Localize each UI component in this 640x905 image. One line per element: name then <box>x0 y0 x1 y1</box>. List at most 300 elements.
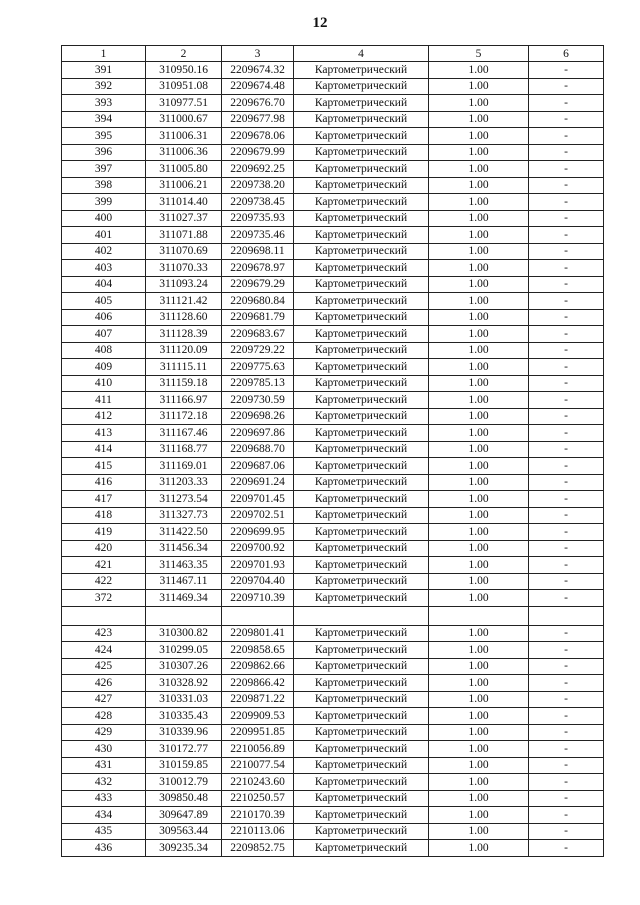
table-row <box>62 111 604 128</box>
table-cell-col-5: 1.00 <box>429 708 529 725</box>
table-cell-col-1: 401 <box>62 227 146 244</box>
table-cell-col-1: 430 <box>62 741 146 758</box>
table-cell-col-6: - <box>529 177 604 194</box>
table-cell-col-5: 1.00 <box>429 823 529 840</box>
table-cell-col-6: - <box>529 557 604 574</box>
table-cell-col-4: Картометрический <box>294 691 429 708</box>
table-row <box>62 840 604 857</box>
table-cell-col-5: 1.00 <box>429 658 529 675</box>
table-cell-col-5: 1.00 <box>429 590 529 607</box>
table-cell-col-2: 309563.44 <box>146 823 222 840</box>
table-row <box>62 161 604 178</box>
table-row <box>62 823 604 840</box>
table-cell-col-4: Картометрический <box>294 144 429 161</box>
table-cell-col-1: 403 <box>62 260 146 277</box>
table-cell-col-3: 2209677.98 <box>222 111 294 128</box>
table-cell-col-1: 421 <box>62 557 146 574</box>
table-cell-col-4: Картометрический <box>294 177 429 194</box>
table-cell-col-5: 1.00 <box>429 573 529 590</box>
table-cell-col-5: 1.00 <box>429 276 529 293</box>
table-row <box>62 675 604 692</box>
table-cell-col-4: Картометрический <box>294 708 429 725</box>
table-row <box>62 507 604 524</box>
empty-cell <box>429 606 529 625</box>
table-row <box>62 757 604 774</box>
table-cell-col-4: Картометрический <box>294 359 429 376</box>
table-cell-col-4: Картометрический <box>294 392 429 409</box>
table-row <box>62 128 604 145</box>
table-cell-col-6: - <box>529 458 604 475</box>
table-cell-col-5: 1.00 <box>429 441 529 458</box>
table-cell-col-6: - <box>529 194 604 211</box>
table-cell-col-2: 310012.79 <box>146 774 222 791</box>
table-cell-col-5: 1.00 <box>429 557 529 574</box>
table-cell-col-5: 1.00 <box>429 691 529 708</box>
table-cell-col-1: 422 <box>62 573 146 590</box>
table-row <box>62 807 604 824</box>
table-cell-col-3: 2209951.85 <box>222 724 294 741</box>
table-cell-col-3: 2209680.84 <box>222 293 294 310</box>
table-cell-col-6: - <box>529 227 604 244</box>
table-cell-col-6: - <box>529 491 604 508</box>
table-cell-col-1: 416 <box>62 474 146 491</box>
table-cell-col-5: 1.00 <box>429 227 529 244</box>
table-cell-col-6: - <box>529 276 604 293</box>
table-cell-col-6: - <box>529 540 604 557</box>
table-row <box>62 326 604 343</box>
table-cell-col-5: 1.00 <box>429 757 529 774</box>
table-cell-col-3: 2209701.45 <box>222 491 294 508</box>
table-cell-col-1: 410 <box>62 375 146 392</box>
table-cell-col-6: - <box>529 408 604 425</box>
table-cell-col-2: 311467.11 <box>146 573 222 590</box>
table-row <box>62 425 604 442</box>
table-cell-col-4: Картометрический <box>294 161 429 178</box>
column-header-1: 1 <box>62 46 146 62</box>
table-cell-col-6: - <box>529 524 604 541</box>
table-row <box>62 309 604 326</box>
table-cell-col-3: 2210113.06 <box>222 823 294 840</box>
table-cell-col-1: 400 <box>62 210 146 227</box>
table-cell-col-2: 310328.92 <box>146 675 222 692</box>
table-cell-col-4: Картометрический <box>294 276 429 293</box>
table-cell-col-1: 435 <box>62 823 146 840</box>
column-header-2: 2 <box>146 46 222 62</box>
table-cell-col-6: - <box>529 260 604 277</box>
table-cell-col-1: 399 <box>62 194 146 211</box>
table-cell-col-3: 2209697.86 <box>222 425 294 442</box>
table-cell-col-2: 310300.82 <box>146 625 222 642</box>
table-row <box>62 210 604 227</box>
table-cell-col-3: 2209678.97 <box>222 260 294 277</box>
table-cell-col-3: 2210077.54 <box>222 757 294 774</box>
table-cell-col-5: 1.00 <box>429 408 529 425</box>
empty-cell <box>62 606 146 625</box>
table-cell-col-6: - <box>529 840 604 857</box>
table-cell-col-6: - <box>529 78 604 95</box>
table-header <box>62 46 604 62</box>
table-cell-col-4: Картометрический <box>294 458 429 475</box>
table-cell-col-3: 2209735.93 <box>222 210 294 227</box>
table-cell-col-2: 311166.97 <box>146 392 222 409</box>
table-cell-col-1: 411 <box>62 392 146 409</box>
table-cell-col-2: 311169.01 <box>146 458 222 475</box>
table-cell-col-3: 2210243.60 <box>222 774 294 791</box>
table-cell-col-6: - <box>529 359 604 376</box>
table-cell-col-1: 436 <box>62 840 146 857</box>
table-body <box>62 62 604 857</box>
table-cell-col-2: 311121.42 <box>146 293 222 310</box>
table-row <box>62 524 604 541</box>
table-row <box>62 625 604 642</box>
table-cell-col-5: 1.00 <box>429 540 529 557</box>
table-cell-col-4: Картометрический <box>294 425 429 442</box>
table-cell-col-4: Картометрический <box>294 342 429 359</box>
table-cell-col-4: Картометрический <box>294 194 429 211</box>
table-cell-col-4: Картометрический <box>294 658 429 675</box>
table-cell-col-6: - <box>529 724 604 741</box>
table-cell-col-4: Картометрический <box>294 408 429 425</box>
table-cell-col-3: 2209701.93 <box>222 557 294 574</box>
table-cell-col-1: 415 <box>62 458 146 475</box>
table-row <box>62 260 604 277</box>
table-row <box>62 774 604 791</box>
table-row <box>62 78 604 95</box>
table-cell-col-4: Картометрический <box>294 507 429 524</box>
table-cell-col-4: Картометрический <box>294 823 429 840</box>
column-header-3: 3 <box>222 46 294 62</box>
table-cell-col-5: 1.00 <box>429 78 529 95</box>
empty-cell <box>294 606 429 625</box>
table-cell-col-1: 433 <box>62 790 146 807</box>
table-cell-col-4: Картометрический <box>294 807 429 824</box>
table-cell-col-2: 311203.33 <box>146 474 222 491</box>
table-cell-col-5: 1.00 <box>429 144 529 161</box>
table-cell-col-5: 1.00 <box>429 524 529 541</box>
table-cell-col-6: - <box>529 691 604 708</box>
table-cell-col-5: 1.00 <box>429 293 529 310</box>
table-cell-col-1: 405 <box>62 293 146 310</box>
table-cell-col-6: - <box>529 375 604 392</box>
table-cell-col-1: 434 <box>62 807 146 824</box>
table-cell-col-2: 311027.37 <box>146 210 222 227</box>
table-cell-col-6: - <box>529 573 604 590</box>
table-cell-col-3: 2209710.39 <box>222 590 294 607</box>
table-cell-col-2: 310331.03 <box>146 691 222 708</box>
table-cell-col-3: 2209692.25 <box>222 161 294 178</box>
table-cell-col-1: 372 <box>62 590 146 607</box>
table-cell-col-4: Картометрический <box>294 210 429 227</box>
table-cell-col-2: 311120.09 <box>146 342 222 359</box>
table-cell-col-3: 2209738.20 <box>222 177 294 194</box>
table-row <box>62 194 604 211</box>
table-cell-col-1: 391 <box>62 62 146 79</box>
table-cell-col-6: - <box>529 757 604 774</box>
table-cell-col-4: Картометрический <box>294 724 429 741</box>
table-cell-col-2: 311463.35 <box>146 557 222 574</box>
table-cell-col-1: 407 <box>62 326 146 343</box>
table-cell-col-2: 311456.34 <box>146 540 222 557</box>
table-row <box>62 658 604 675</box>
table-cell-col-3: 2209691.24 <box>222 474 294 491</box>
table-cell-col-1: 395 <box>62 128 146 145</box>
table-cell-col-6: - <box>529 392 604 409</box>
table-cell-col-5: 1.00 <box>429 642 529 659</box>
table-cell-col-1: 398 <box>62 177 146 194</box>
table-cell-col-5: 1.00 <box>429 741 529 758</box>
table-cell-col-5: 1.00 <box>429 807 529 824</box>
table-cell-col-4: Картометрический <box>294 227 429 244</box>
table-cell-col-1: 431 <box>62 757 146 774</box>
table-row <box>62 491 604 508</box>
header-row <box>62 46 604 62</box>
column-header-5: 5 <box>429 46 529 62</box>
table-cell-col-3: 2209729.22 <box>222 342 294 359</box>
empty-cell <box>146 606 222 625</box>
table-cell-col-3: 2210170.39 <box>222 807 294 824</box>
table-cell-col-2: 311006.21 <box>146 177 222 194</box>
table-cell-col-2: 311005.80 <box>146 161 222 178</box>
table-cell-col-3: 2209699.95 <box>222 524 294 541</box>
table-cell-col-4: Картометрический <box>294 62 429 79</box>
table-cell-col-3: 2209674.48 <box>222 78 294 95</box>
table-cell-col-2: 310307.26 <box>146 658 222 675</box>
table-cell-col-4: Картометрический <box>294 675 429 692</box>
table-row <box>62 359 604 376</box>
table-cell-col-3: 2209735.46 <box>222 227 294 244</box>
table-cell-col-2: 310335.43 <box>146 708 222 725</box>
table-cell-col-2: 311070.33 <box>146 260 222 277</box>
table-cell-col-5: 1.00 <box>429 458 529 475</box>
table-cell-col-4: Картометрический <box>294 642 429 659</box>
table-cell-col-2: 311422.50 <box>146 524 222 541</box>
table-cell-col-5: 1.00 <box>429 177 529 194</box>
table-row <box>62 441 604 458</box>
table-cell-col-1: 404 <box>62 276 146 293</box>
table-cell-col-6: - <box>529 441 604 458</box>
table-cell-col-5: 1.00 <box>429 675 529 692</box>
table-cell-col-5: 1.00 <box>429 425 529 442</box>
table-cell-col-4: Картометрический <box>294 757 429 774</box>
table-cell-col-3: 2209676.70 <box>222 95 294 112</box>
table-cell-col-1: 409 <box>62 359 146 376</box>
table-cell-col-5: 1.00 <box>429 375 529 392</box>
table-cell-col-4: Картометрический <box>294 774 429 791</box>
table-cell-col-1: 432 <box>62 774 146 791</box>
table-row <box>62 458 604 475</box>
table-cell-col-6: - <box>529 474 604 491</box>
table-cell-col-6: - <box>529 243 604 260</box>
column-header-6: 6 <box>529 46 604 62</box>
table-cell-col-5: 1.00 <box>429 774 529 791</box>
table-cell-col-2: 311159.18 <box>146 375 222 392</box>
table-cell-col-2: 311006.31 <box>146 128 222 145</box>
table-cell-col-6: - <box>529 658 604 675</box>
table-cell-col-3: 2209866.42 <box>222 675 294 692</box>
table-cell-col-5: 1.00 <box>429 625 529 642</box>
table-cell-col-1: 425 <box>62 658 146 675</box>
table-cell-col-1: 429 <box>62 724 146 741</box>
table-cell-col-3: 2209801.41 <box>222 625 294 642</box>
table-cell-col-1: 392 <box>62 78 146 95</box>
table-cell-col-1: 412 <box>62 408 146 425</box>
table-cell-col-1: 423 <box>62 625 146 642</box>
table-cell-col-3: 2209698.26 <box>222 408 294 425</box>
table-cell-col-2: 311172.18 <box>146 408 222 425</box>
table-cell-col-3: 2209862.66 <box>222 658 294 675</box>
table-cell-col-1: 414 <box>62 441 146 458</box>
table-cell-col-1: 397 <box>62 161 146 178</box>
table-cell-col-6: - <box>529 210 604 227</box>
table-cell-col-3: 2209688.70 <box>222 441 294 458</box>
table-row <box>62 243 604 260</box>
table-cell-col-1: 413 <box>62 425 146 442</box>
table-row <box>62 408 604 425</box>
table-cell-col-1: 427 <box>62 691 146 708</box>
table-row <box>62 540 604 557</box>
table-cell-col-4: Картометрический <box>294 524 429 541</box>
table-row <box>62 708 604 725</box>
table-cell-col-5: 1.00 <box>429 260 529 277</box>
table-cell-col-3: 2209679.99 <box>222 144 294 161</box>
table-cell-col-5: 1.00 <box>429 507 529 524</box>
table-cell-col-5: 1.00 <box>429 128 529 145</box>
table-cell-col-6: - <box>529 128 604 145</box>
table-row <box>62 342 604 359</box>
table-cell-col-2: 311273.54 <box>146 491 222 508</box>
table-cell-col-5: 1.00 <box>429 790 529 807</box>
table-cell-col-5: 1.00 <box>429 392 529 409</box>
table-cell-col-3: 2209702.51 <box>222 507 294 524</box>
table-cell-col-1: 393 <box>62 95 146 112</box>
table-cell-col-6: - <box>529 111 604 128</box>
table-cell-col-3: 2209738.45 <box>222 194 294 211</box>
table-cell-col-4: Картометрический <box>294 491 429 508</box>
table-row <box>62 724 604 741</box>
table-cell-col-4: Картометрический <box>294 441 429 458</box>
table-cell-col-3: 2209704.40 <box>222 573 294 590</box>
table-cell-col-6: - <box>529 790 604 807</box>
table-row <box>62 293 604 310</box>
table-cell-col-6: - <box>529 823 604 840</box>
table-cell-col-4: Картометрический <box>294 840 429 857</box>
table-row <box>62 590 604 607</box>
table-cell-col-2: 309647.89 <box>146 807 222 824</box>
table-cell-col-2: 310299.05 <box>146 642 222 659</box>
table-cell-col-1: 394 <box>62 111 146 128</box>
table-cell-col-1: 420 <box>62 540 146 557</box>
table-cell-col-6: - <box>529 293 604 310</box>
table-cell-col-3: 2209852.75 <box>222 840 294 857</box>
table-cell-col-2: 311168.77 <box>146 441 222 458</box>
table-row <box>62 741 604 758</box>
table-cell-col-5: 1.00 <box>429 62 529 79</box>
table-cell-col-2: 310950.16 <box>146 62 222 79</box>
table-cell-col-4: Картометрический <box>294 590 429 607</box>
coordinates-table <box>61 45 604 857</box>
table-cell-col-2: 309850.48 <box>146 790 222 807</box>
table-cell-col-5: 1.00 <box>429 243 529 260</box>
table-row <box>62 642 604 659</box>
table-cell-col-3: 2209871.22 <box>222 691 294 708</box>
empty-cell <box>222 606 294 625</box>
table-cell-col-3: 2209775.63 <box>222 359 294 376</box>
table-cell-col-5: 1.00 <box>429 840 529 857</box>
table-cell-col-4: Картометрический <box>294 111 429 128</box>
table-cell-col-1: 419 <box>62 524 146 541</box>
table-cell-col-4: Картометрический <box>294 625 429 642</box>
table-cell-col-4: Картометрический <box>294 474 429 491</box>
table-cell-col-2: 311000.67 <box>146 111 222 128</box>
table-cell-col-2: 310977.51 <box>146 95 222 112</box>
table-cell-col-2: 311093.24 <box>146 276 222 293</box>
table-cell-col-3: 2209674.32 <box>222 62 294 79</box>
table-cell-col-1: 408 <box>62 342 146 359</box>
table-row <box>62 95 604 112</box>
table-cell-col-5: 1.00 <box>429 111 529 128</box>
table-cell-col-6: - <box>529 708 604 725</box>
table-cell-col-3: 2209698.11 <box>222 243 294 260</box>
table-cell-col-5: 1.00 <box>429 491 529 508</box>
table-cell-col-6: - <box>529 807 604 824</box>
table-cell-col-4: Картометрический <box>294 309 429 326</box>
table-cell-col-2: 311014.40 <box>146 194 222 211</box>
table-cell-col-4: Картометрический <box>294 243 429 260</box>
table-row <box>62 557 604 574</box>
table-cell-col-3: 2210250.57 <box>222 790 294 807</box>
table-cell-col-4: Картометрический <box>294 293 429 310</box>
table-cell-col-1: 396 <box>62 144 146 161</box>
table-cell-col-3: 2209681.79 <box>222 309 294 326</box>
table-cell-col-4: Картометрический <box>294 573 429 590</box>
table-cell-col-6: - <box>529 774 604 791</box>
table-row <box>62 177 604 194</box>
table-cell-col-5: 1.00 <box>429 359 529 376</box>
table-cell-col-4: Картометрический <box>294 540 429 557</box>
table-cell-col-5: 1.00 <box>429 326 529 343</box>
table-cell-col-5: 1.00 <box>429 210 529 227</box>
table-cell-col-3: 2210056.89 <box>222 741 294 758</box>
table-cell-col-4: Картометрический <box>294 375 429 392</box>
table-row <box>62 144 604 161</box>
table-cell-col-5: 1.00 <box>429 309 529 326</box>
table-row <box>62 375 604 392</box>
table-cell-col-6: - <box>529 62 604 79</box>
table-cell-col-5: 1.00 <box>429 724 529 741</box>
table-cell-col-2: 311071.88 <box>146 227 222 244</box>
table-cell-col-3: 2209785.13 <box>222 375 294 392</box>
table-cell-col-5: 1.00 <box>429 474 529 491</box>
table-cell-col-2: 311115.11 <box>146 359 222 376</box>
table-cell-col-2: 309235.34 <box>146 840 222 857</box>
table-row <box>62 276 604 293</box>
table-row <box>62 227 604 244</box>
table-cell-col-6: - <box>529 342 604 359</box>
table-cell-col-4: Картометрический <box>294 260 429 277</box>
table-cell-col-2: 310339.96 <box>146 724 222 741</box>
table-cell-col-5: 1.00 <box>429 95 529 112</box>
table-cell-col-2: 311070.69 <box>146 243 222 260</box>
table-cell-col-6: - <box>529 590 604 607</box>
table-cell-col-2: 310172.77 <box>146 741 222 758</box>
table-row <box>62 392 604 409</box>
table-row <box>62 573 604 590</box>
table-cell-col-6: - <box>529 326 604 343</box>
table-cell-col-4: Картометрический <box>294 557 429 574</box>
table-cell-col-6: - <box>529 144 604 161</box>
table-cell-col-5: 1.00 <box>429 194 529 211</box>
table-row <box>62 62 604 79</box>
